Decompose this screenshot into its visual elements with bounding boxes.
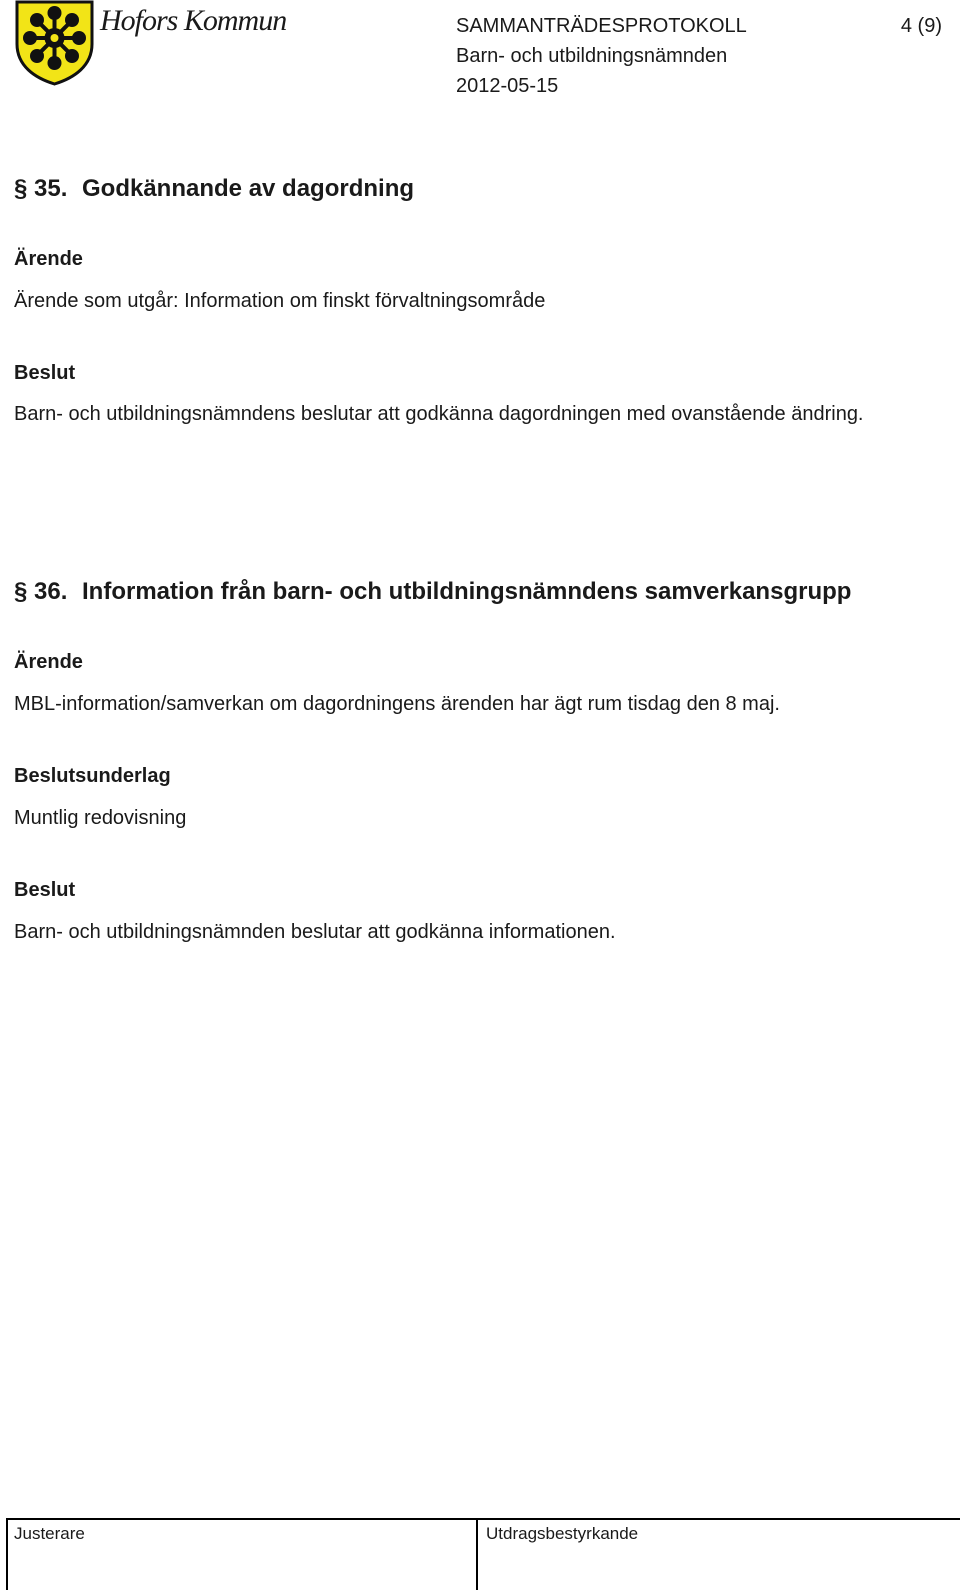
committee-name: Barn- och utbildningsnämnden bbox=[456, 45, 728, 67]
meeting-date: 2012-05-15 bbox=[456, 75, 559, 97]
footer-divider bbox=[476, 1518, 478, 1590]
signature-footer bbox=[6, 1518, 960, 1590]
beslutsunderlag-text: Muntlig redovisning bbox=[14, 807, 187, 829]
utdragsbestyrkande-label: Utdragsbestyrkande bbox=[486, 1524, 639, 1543]
section-35-title bbox=[14, 174, 414, 204]
justerare-label: Justerare bbox=[14, 1524, 85, 1543]
section-heading: Godkännande av dagordning bbox=[82, 175, 415, 202]
beslut-heading: Beslut bbox=[14, 879, 76, 901]
section-number: 36. bbox=[34, 578, 68, 605]
paragraph-symbol: § bbox=[14, 175, 28, 202]
footer-top-rule bbox=[6, 1518, 960, 1520]
arende-heading: Ärende bbox=[14, 651, 83, 673]
footer-left-rule bbox=[6, 1518, 8, 1590]
arende-heading: Ärende bbox=[14, 248, 83, 270]
page-number: 4 (9) bbox=[900, 15, 942, 37]
arende-text: Ärende som utgår: Information om finskt förvaltningsområde bbox=[14, 290, 546, 312]
beslut-heading: Beslut bbox=[14, 362, 76, 384]
municipality-name: Hofors Kommun bbox=[100, 4, 287, 37]
municipal-coat-of-arms-logo bbox=[14, 0, 96, 86]
arende-text: MBL-information/samverkan om dagordningens ärenden har ägt rum tisdag den 8 maj. bbox=[14, 693, 780, 715]
document-type: SAMMANTRÄDESPROTOKOLL bbox=[456, 15, 747, 37]
beslutsunderlag-heading: Beslutsunderlag bbox=[14, 765, 171, 787]
section-number: 35. bbox=[34, 175, 68, 202]
paragraph-symbol: § bbox=[14, 578, 28, 605]
section-36-title bbox=[14, 577, 851, 607]
section-heading: Information från barn- och utbildningsnämndens samverkansgrupp bbox=[82, 578, 852, 605]
beslut-text: Barn- och utbildningsnämnden beslutar att godkänna informationen. bbox=[14, 921, 616, 943]
beslut-text: Barn- och utbildningsnämndens beslutar att godkänna dagordningen med ovanstående ändring. bbox=[14, 403, 864, 425]
